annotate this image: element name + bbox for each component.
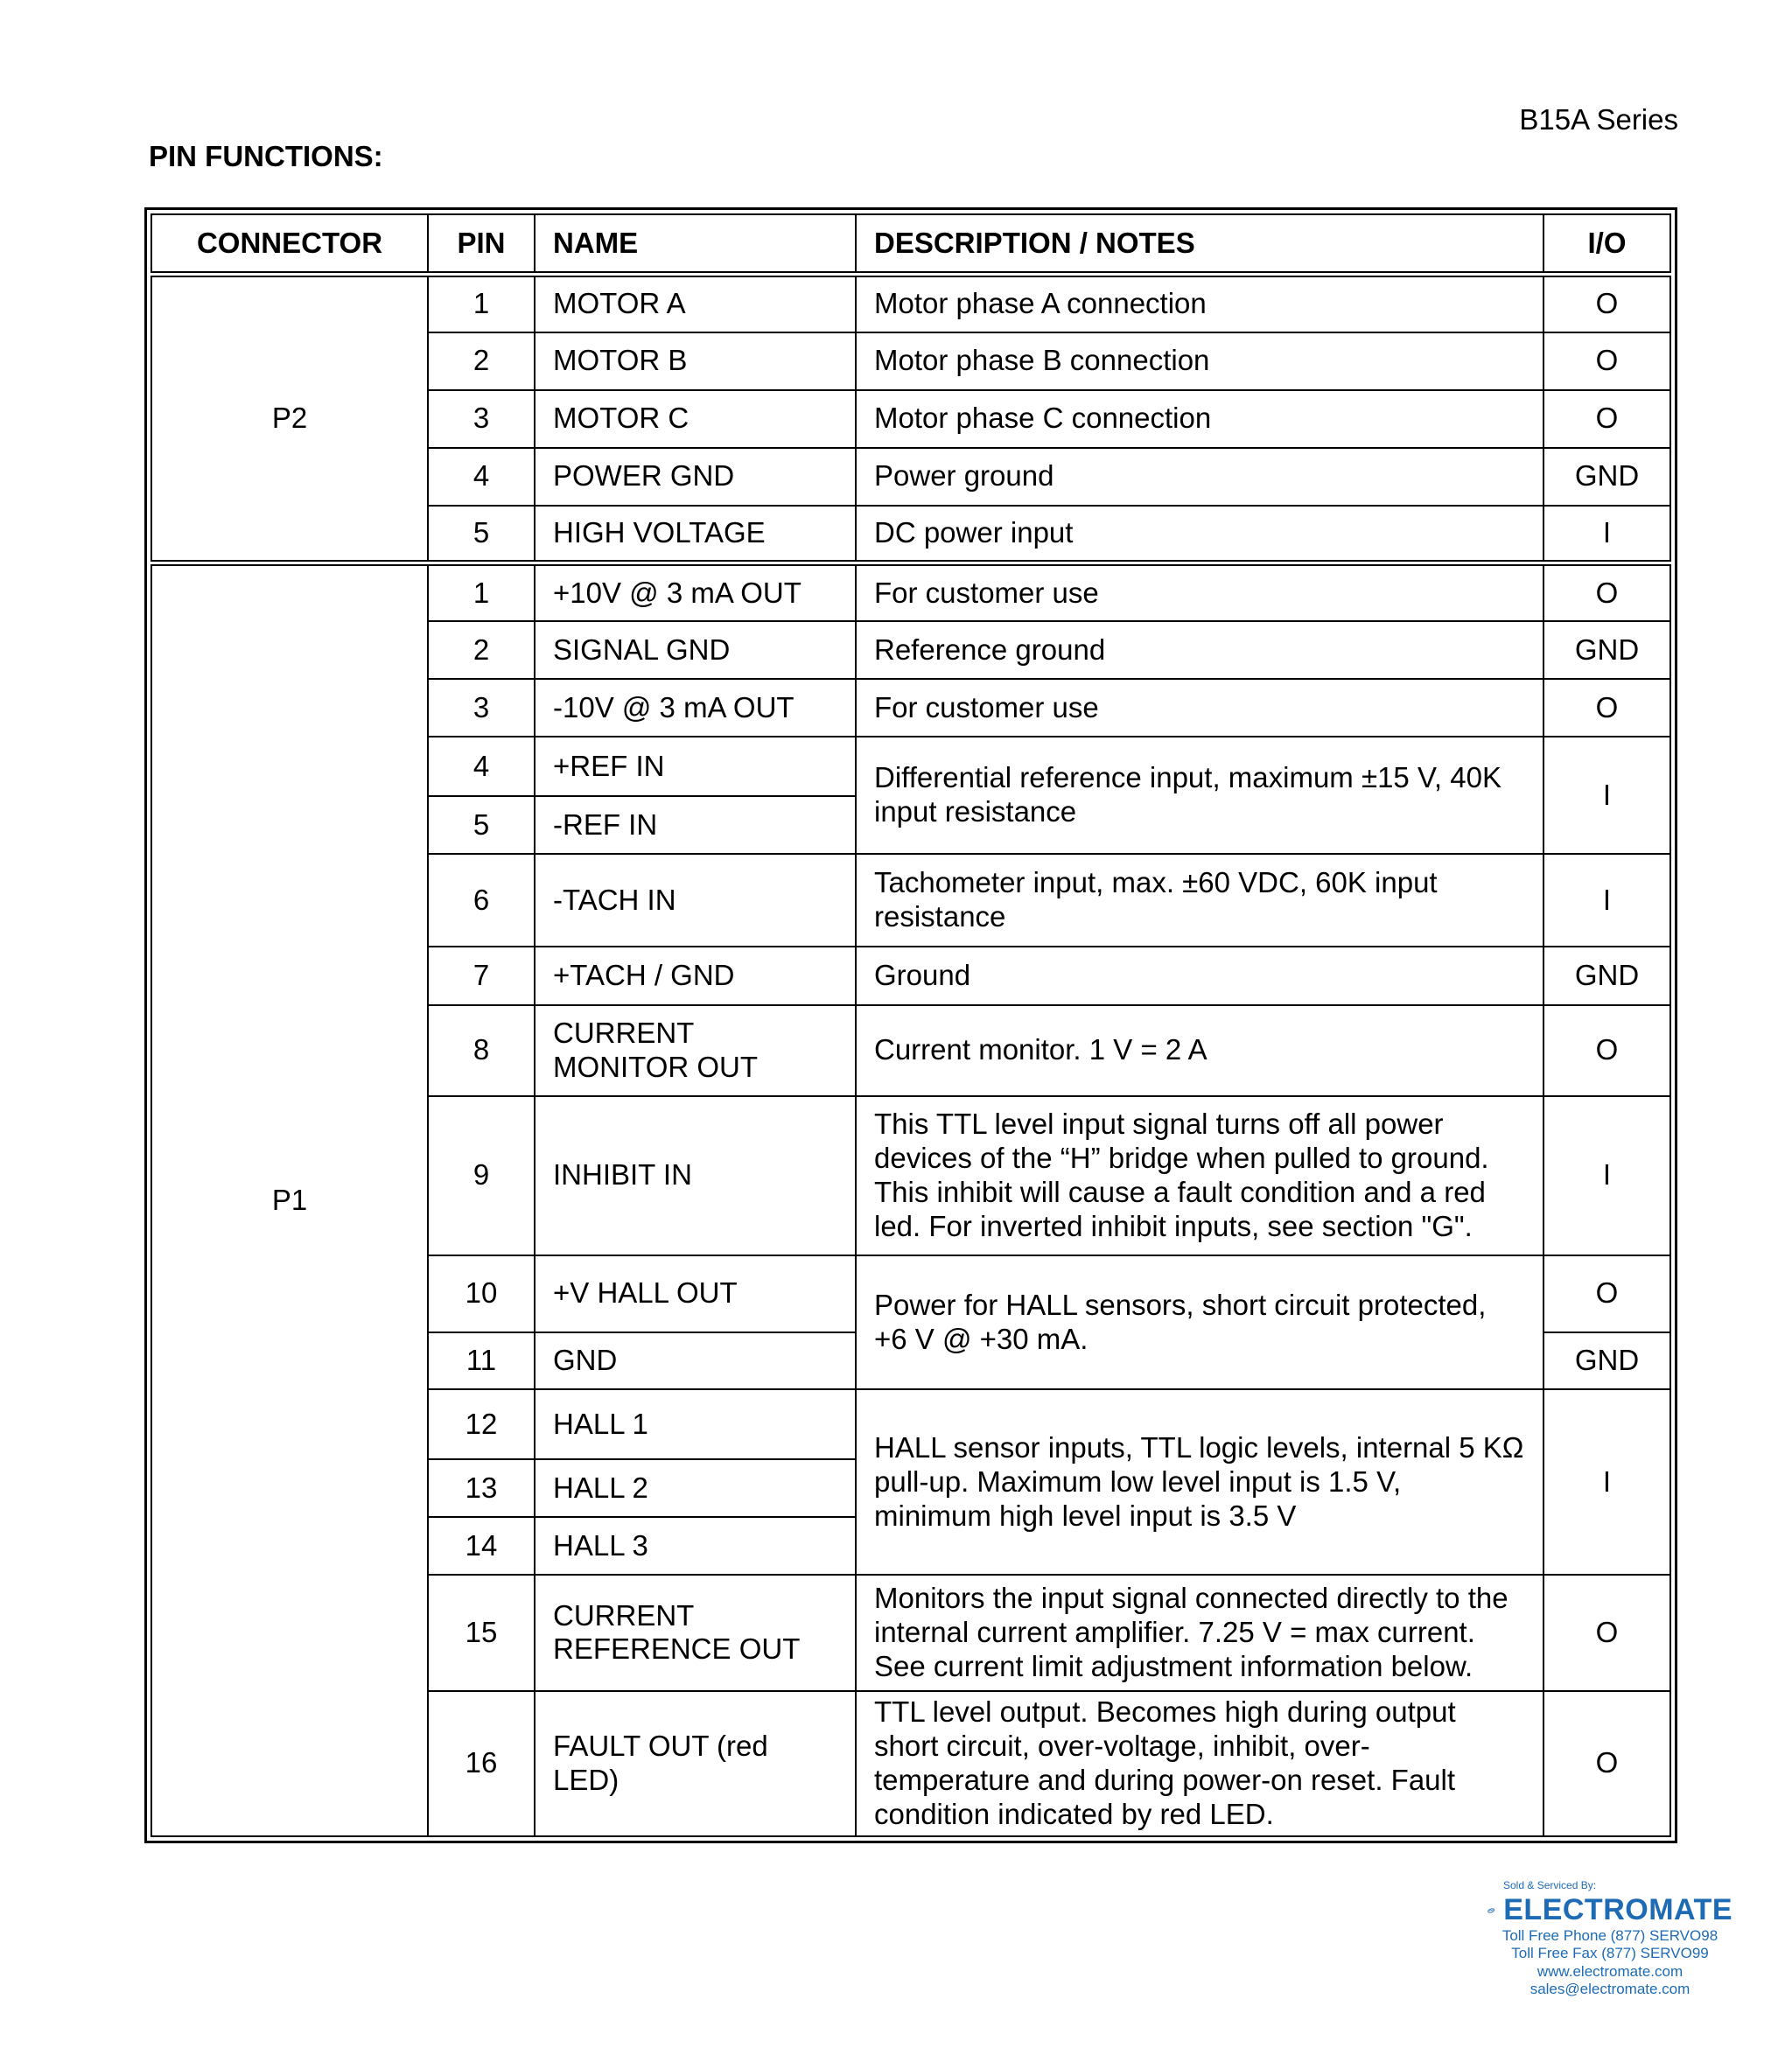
header-name: NAME (535, 214, 856, 275)
page-title: PIN FUNCTIONS: (149, 140, 383, 172)
name-cell: HALL 3 (535, 1517, 856, 1575)
name-cell: HIGH VOLTAGE (535, 506, 856, 563)
description-cell: DC power input (856, 506, 1544, 563)
io-cell: O (1544, 1255, 1670, 1332)
io-cell: GND (1544, 621, 1670, 679)
io-cell: O (1544, 390, 1670, 448)
pin-cell: 3 (428, 679, 535, 737)
name-cell: INHIBIT IN (535, 1096, 856, 1255)
pin-functions-table (144, 207, 1677, 1843)
series-label: B15A Series (1519, 103, 1678, 136)
io-cell: I (1544, 737, 1670, 854)
io-cell: O (1544, 332, 1670, 390)
description-cell: Motor phase A connection (856, 275, 1544, 332)
pin-cell: 15 (428, 1575, 535, 1690)
io-cell: O (1544, 679, 1670, 737)
electromate-swoosh-icon (1488, 1898, 1494, 1924)
description-cell: Motor phase C connection (856, 390, 1544, 448)
description-cell: Tachometer input, max. ±60 VDC, 60K input resistance (856, 854, 1544, 947)
pin-cell: 8 (428, 1005, 535, 1096)
name-cell: CURRENT REFERENCE OUT (535, 1575, 856, 1690)
io-cell: I (1544, 1096, 1670, 1255)
description-cell: For customer use (856, 563, 1544, 621)
pin-cell: 9 (428, 1096, 535, 1255)
name-cell: +TACH / GND (535, 947, 856, 1004)
io-cell: I (1544, 854, 1670, 947)
name-cell: GND (535, 1332, 856, 1389)
pin-cell: 4 (428, 737, 535, 796)
io-cell: I (1544, 506, 1670, 563)
header-description: DESCRIPTION / NOTES (856, 214, 1544, 275)
pin-cell: 16 (428, 1691, 535, 1836)
name-cell: MOTOR C (535, 390, 856, 448)
name-cell: -10V @ 3 mA OUT (535, 679, 856, 737)
pin-cell: 5 (428, 506, 535, 563)
name-cell: +REF IN (535, 737, 856, 796)
name-cell: HALL 1 (535, 1389, 856, 1459)
name-cell: CURRENT MONITOR OUT (535, 1005, 856, 1096)
io-cell: GND (1544, 947, 1670, 1004)
pin-cell: 3 (428, 390, 535, 448)
table-header-row (151, 214, 1670, 275)
pin-cell: 2 (428, 621, 535, 679)
description-cell: Reference ground (856, 621, 1544, 679)
header-io: I/O (1544, 214, 1670, 275)
name-cell: MOTOR B (535, 332, 856, 390)
phone-line: Toll Free Phone (877) SERVO98 (1502, 1927, 1718, 1944)
pin-cell: 14 (428, 1517, 535, 1575)
connector-cell: P2 (151, 275, 428, 563)
fax-line: Toll Free Fax (877) SERVO99 (1511, 1945, 1709, 1962)
connector-cell: P1 (151, 563, 428, 1836)
header-connector: CONNECTOR (151, 214, 428, 275)
pin-cell: 1 (428, 563, 535, 621)
pin-cell: 5 (428, 796, 535, 854)
brand-name: ELECTROMATE (1503, 1893, 1732, 1926)
description-cell: Motor phase B connection (856, 332, 1544, 390)
description-cell: Current monitor. 1 V = 2 A (856, 1005, 1544, 1096)
name-cell: +V HALL OUT (535, 1255, 856, 1332)
io-cell: O (1544, 1005, 1670, 1096)
description-cell: TTL level output. Becomes high during output short circuit, over-voltage, inhibit, over-temperature and during power-on reset. Fault condition indicated by red LED. (856, 1691, 1544, 1836)
website-link[interactable]: www.electromate.com (1536, 1962, 1684, 1980)
header-pin: PIN (428, 214, 535, 275)
email-link[interactable]: sales@electromate.com (1530, 1981, 1690, 1998)
name-cell: MOTOR A (535, 275, 856, 332)
description-cell: Monitors the input signal connected directly to the internal current amplifier. 7.25 V = max current. See current limit adjustment information below. (856, 1575, 1544, 1690)
description-cell: This TTL level input signal turns off all power devices of the “H” bridge when pulled to ground. This inhibit will cause a fault condition and a red led. For inverted inhibit inputs, see section "G". (856, 1096, 1544, 1255)
pin-cell: 1 (428, 275, 535, 332)
io-cell: O (1544, 563, 1670, 621)
description-cell: Power ground (856, 448, 1544, 506)
description-cell: HALL sensor inputs, TTL logic levels, internal 5 KΩ pull-up. Maximum low level input is 1.5 V, minimum high level input is 3.5 V (856, 1389, 1544, 1575)
pin-cell: 13 (428, 1459, 535, 1517)
name-cell: +10V @ 3 mA OUT (535, 563, 856, 621)
pin-cell: 10 (428, 1255, 535, 1332)
name-cell: -REF IN (535, 796, 856, 854)
pin-cell: 6 (428, 854, 535, 947)
pin-cell: 11 (428, 1332, 535, 1389)
pin-cell: 2 (428, 332, 535, 390)
io-cell: GND (1544, 1332, 1670, 1389)
io-cell: O (1544, 275, 1670, 332)
name-cell: HALL 2 (535, 1459, 856, 1517)
name-cell: FAULT OUT (red LED) (535, 1691, 856, 1836)
name-cell: SIGNAL GND (535, 621, 856, 679)
electromate-logo (1488, 1879, 1732, 1999)
io-cell: I (1544, 1389, 1670, 1575)
description-cell: Ground (856, 947, 1544, 1004)
name-cell: POWER GND (535, 448, 856, 506)
io-cell: O (1544, 1691, 1670, 1836)
table-row (151, 275, 1670, 332)
pin-cell: 7 (428, 947, 535, 1004)
table-row (151, 563, 1670, 621)
brand-row (1488, 1893, 1732, 1927)
description-cell: Differential reference input, maximum ±15 V, 40K input resistance (856, 737, 1544, 854)
description-cell: For customer use (856, 679, 1544, 737)
sold-by-label: Sold & Serviced By: (1503, 1879, 1597, 1891)
name-cell: -TACH IN (535, 854, 856, 947)
description-cell: Power for HALL sensors, short circuit protected, +6 V @ +30 mA. (856, 1255, 1544, 1389)
pin-cell: 12 (428, 1389, 535, 1459)
io-cell: GND (1544, 448, 1670, 506)
pin-cell: 4 (428, 448, 535, 506)
io-cell: O (1544, 1575, 1670, 1690)
